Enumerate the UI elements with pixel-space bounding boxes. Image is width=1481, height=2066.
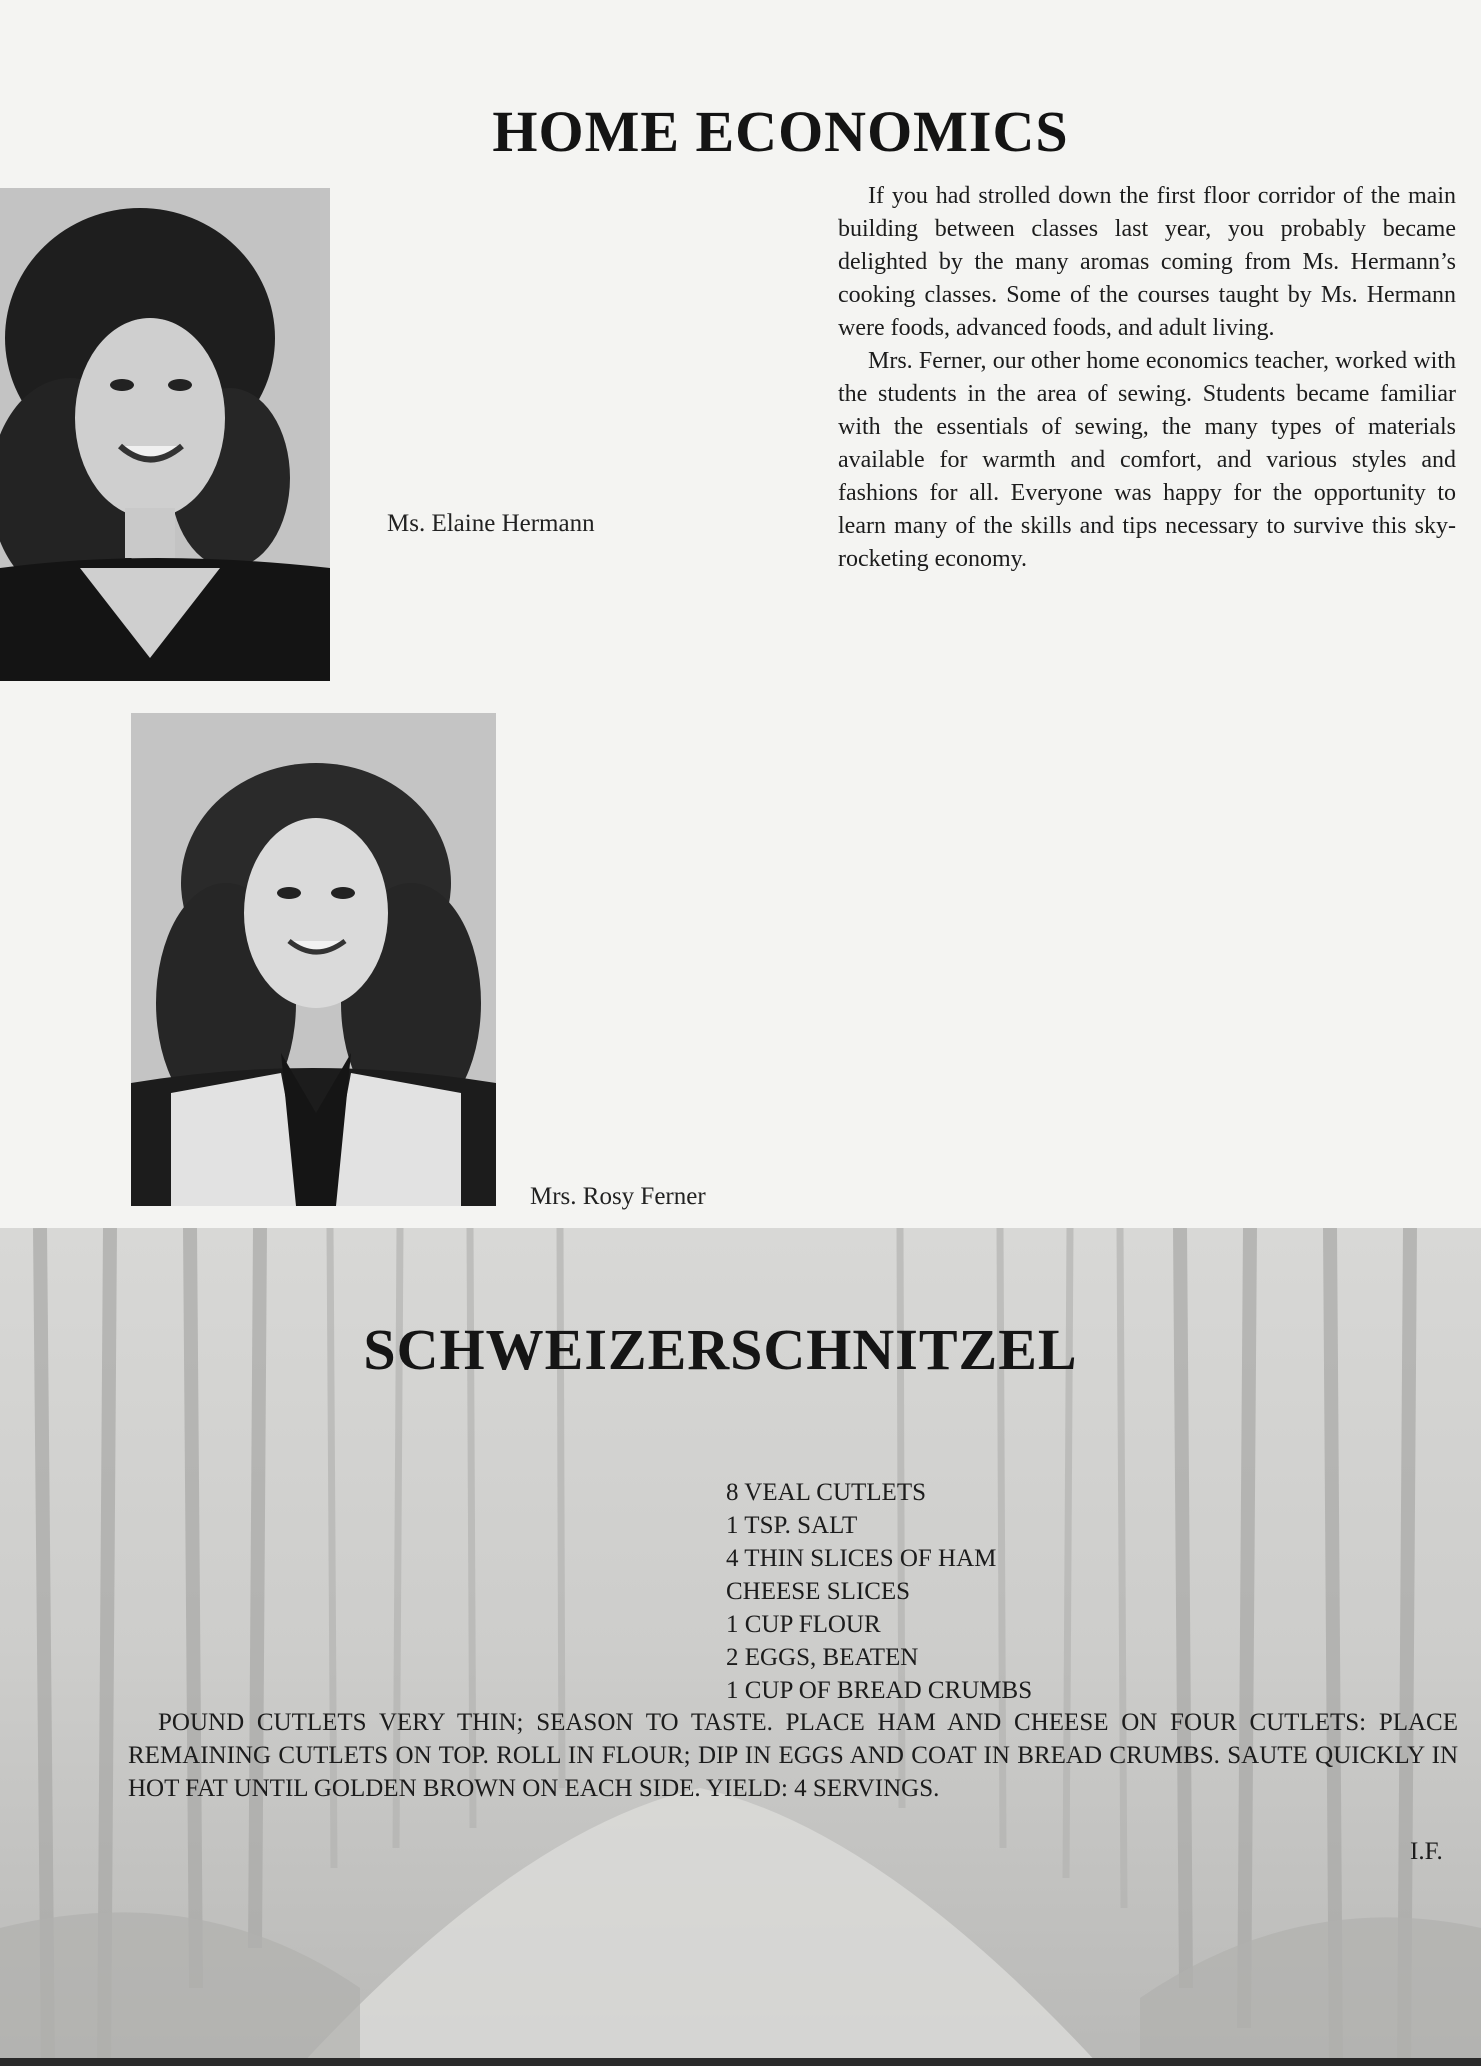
ingredient-item: 2 EGGS, BEATEN: [726, 1644, 919, 1671]
ingredient-item: 4 THIN SLICES OF HAM: [726, 1545, 997, 1572]
article-paragraph: Mrs. Ferner, our other home economics teacher, worked with the students in the area of sewing. Students became familiar with the essentials of sewing, the many types of materials available for warmth and comfort, and various styles and fashions for all. Everyone was happy for the opportunity to learn many of the skills and tips necessary to survive this sky-rocketing economy.: [838, 348, 1456, 572]
article-paragraph: If you had strolled down the first floor corridor of the main building between classes last year, you probably became delighted by the many aromas coming from Ms. Hermann’s cooking classes. Some of the courses taught by Ms. Hermann were foods, advanced foods, and adult living.: [838, 183, 1456, 341]
recipe-title: SCHWEIZERSCHNITZEL: [363, 1317, 1078, 1382]
recipe-instructions: POUND CUTLETS VERY THIN; SEASON TO TASTE. PLACE HAM AND CHEESE ON FOUR CUTLETS: PLACE REMAINING CUTLETS ON TOP. ROLL IN FLOUR; DIP IN EGGS AND COAT IN BREAD CRUMBS. SAUTE QUICKLY IN HOT FAT UNTIL GOLDEN BROWN ON EACH SIDE. YIELD: 4 SERVINGS.: [128, 1709, 1458, 1802]
portrait-photo-hermann: [0, 188, 330, 681]
ingredient-item: 1 TSP. SALT: [726, 1512, 858, 1539]
ingredient-item: 1 CUP OF BREAD CRUMBS: [726, 1677, 1033, 1704]
ingredient-item: 1 CUP FLOUR: [726, 1611, 881, 1638]
portrait-caption-hermann: Ms. Elaine Hermann: [387, 510, 595, 537]
ingredient-list: [726, 1476, 1032, 1707]
ingredient-item: CHEESE SLICES: [726, 1578, 911, 1605]
portrait-caption-ferner: Mrs. Rosy Ferner: [530, 1183, 706, 1210]
portrait-photo-ferner: [131, 713, 496, 1206]
section-title: HOME ECONOMICS: [492, 99, 1069, 164]
recipe-section: [0, 1228, 1481, 2066]
ingredient-item: 8 VEAL CUTLETS: [726, 1479, 926, 1506]
author-initials: I.F.: [1410, 1838, 1443, 1865]
article-body: [838, 180, 1456, 576]
page-bottom-edge: [0, 2058, 1481, 2066]
